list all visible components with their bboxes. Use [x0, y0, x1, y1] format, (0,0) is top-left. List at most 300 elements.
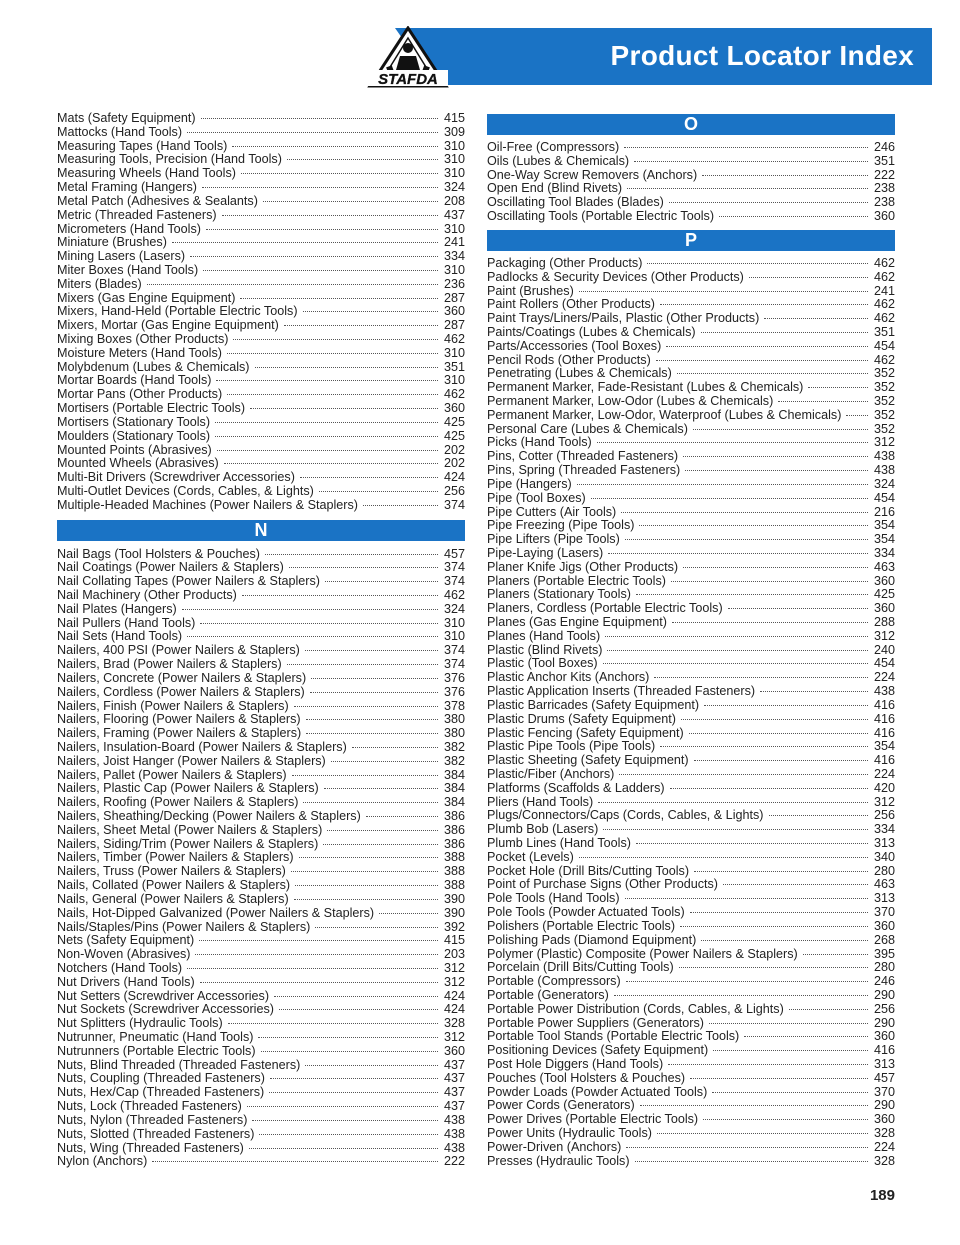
dot-leader: [305, 1065, 438, 1066]
entry-page-number: 416: [873, 754, 895, 768]
dot-leader: [709, 1023, 868, 1024]
dot-leader: [201, 118, 438, 119]
dot-leader: [672, 622, 868, 623]
index-entry: [57, 236, 465, 250]
index-entry: [487, 796, 895, 810]
entry-term: Pipe Freezing (Pipe Tools): [487, 519, 635, 533]
entry-term: Personal Care (Lubes & Chemicals): [487, 422, 688, 436]
entry-term: Moisture Meters (Hand Tools): [57, 346, 222, 360]
dot-leader: [310, 692, 438, 693]
entry-page-number: 437: [443, 1058, 465, 1072]
entry-page-number: 457: [873, 1071, 895, 1085]
index-entry: [57, 416, 465, 430]
entry-page-number: 360: [443, 1044, 465, 1058]
entry-page-number: 334: [873, 546, 895, 560]
dot-leader: [626, 1147, 868, 1148]
entry-page-number: 202: [443, 443, 465, 457]
entry-term: Nailers, Roofing (Power Nailers & Staplers): [57, 796, 299, 810]
entry-page-number: 246: [873, 975, 895, 989]
dot-leader: [263, 201, 438, 202]
index-entry: [57, 838, 465, 852]
entry-page-number: 437: [443, 1086, 465, 1100]
index-entry: [487, 423, 895, 437]
entry-term: Plastic Anchor Kits (Anchors): [487, 671, 650, 685]
index-entry: [57, 741, 465, 755]
dot-leader: [240, 298, 438, 299]
dot-leader: [690, 912, 868, 913]
entry-page-number: 351: [443, 360, 465, 374]
index-entry: [57, 430, 465, 444]
entry-page-number: 378: [443, 699, 465, 713]
index-entry: [487, 920, 895, 934]
dot-leader: [327, 830, 438, 831]
index-entry: [57, 333, 465, 347]
dot-leader: [232, 146, 438, 147]
entry-page-number: 290: [873, 1099, 895, 1113]
entry-term: Nailers, 400 PSI (Power Nailers & Staplers): [57, 644, 300, 658]
entry-term: Power Cords (Generators): [487, 1099, 635, 1113]
dot-leader: [690, 1078, 868, 1079]
index-entry: [487, 754, 895, 768]
dot-leader: [621, 512, 868, 513]
dot-leader: [152, 1161, 438, 1162]
index-entry: [57, 1017, 465, 1031]
entry-page-number: 288: [873, 616, 895, 629]
entry-page-number: 340: [873, 850, 895, 864]
index-entry: [487, 478, 895, 492]
entry-page-number: 386: [443, 810, 465, 823]
dot-leader: [681, 719, 868, 720]
entry-term: Portable Power Suppliers (Generators): [487, 1016, 704, 1030]
entry-term: Nail Collating Tapes (Power Nailers & Staplers): [57, 575, 320, 589]
dot-leader: [749, 277, 868, 278]
entry-page-number: 438: [443, 1127, 465, 1141]
entry-page-number: 324: [443, 602, 465, 616]
index-entry: [57, 879, 465, 893]
entry-term: Pipe (Tool Boxes): [487, 491, 586, 505]
dot-leader: [693, 429, 868, 430]
entry-page-number: 376: [443, 685, 465, 699]
dot-leader: [679, 967, 868, 968]
index-entry: [57, 209, 465, 223]
entry-page-number: 309: [443, 125, 465, 139]
dot-leader: [803, 954, 868, 955]
entry-term: Permanent Marker, Low-Odor, Waterproof (Lubes & Chemicals): [487, 408, 842, 422]
entry-page-number: 352: [873, 367, 895, 381]
index-entry: [487, 616, 895, 630]
dot-leader: [325, 581, 438, 582]
dot-leader: [306, 733, 438, 734]
index-entry: [487, 878, 895, 892]
index-entry: [57, 851, 465, 865]
entry-term: Nailers, Insulation-Board (Power Nailers & Staplers): [57, 740, 347, 754]
index-entry: [57, 1072, 465, 1086]
entry-page-number: 280: [873, 961, 895, 975]
index-entry: [57, 1045, 465, 1059]
page-title: Product Locator Index: [610, 40, 914, 71]
dot-leader: [331, 761, 438, 762]
dot-leader: [603, 663, 868, 664]
entry-page-number: 328: [873, 1154, 895, 1168]
index-entry: [487, 1141, 895, 1155]
dot-leader: [605, 636, 868, 637]
index-entry: [57, 686, 465, 700]
index-entry: [57, 810, 465, 824]
entry-term: Planer Knife Jigs (Other Products): [487, 560, 679, 574]
dot-leader: [591, 498, 868, 499]
entry-page-number: 310: [443, 374, 465, 388]
entry-term: Paints/Coatings (Lubes & Chemicals): [487, 325, 696, 339]
entry-page-number: 374: [443, 498, 465, 512]
index-entry: [57, 374, 465, 388]
entry-page-number: 386: [443, 837, 465, 851]
entry-page-number: 310: [443, 222, 465, 236]
index-entry: [487, 809, 895, 823]
dot-leader: [760, 691, 868, 692]
entry-page-number: 360: [873, 602, 895, 616]
index-entry: [487, 381, 895, 395]
entry-page-number: 360: [873, 210, 895, 224]
entry-term: Oil-Free (Compressors): [487, 141, 620, 154]
entry-term: Plastic/Fiber (Anchors): [487, 767, 615, 781]
entry-page-number: 462: [443, 589, 465, 602]
entry-page-number: 425: [873, 588, 895, 602]
entry-page-number: 380: [443, 713, 465, 727]
entry-page-number: 388: [443, 865, 465, 879]
entry-term: Notchers (Hand Tools): [57, 961, 183, 975]
dot-leader: [255, 367, 439, 368]
entry-term: Nail Plates (Hangers): [57, 602, 177, 616]
section-letter-n: N: [57, 520, 465, 541]
entry-page-number: 424: [443, 989, 465, 1003]
dot-leader: [241, 173, 438, 174]
dot-leader: [222, 215, 438, 216]
entry-term: Nails, Hot-Dipped Galvanized (Power Nailers & Staplers): [57, 906, 375, 920]
entry-page-number: 352: [873, 381, 895, 395]
dot-leader: [187, 968, 438, 969]
index-entry: [487, 989, 895, 1003]
entry-page-number: 352: [873, 422, 895, 436]
entry-term: Portable (Compressors): [487, 975, 621, 989]
dot-leader: [603, 829, 868, 830]
page-number: 189: [869, 1187, 895, 1204]
index-entry: [487, 1030, 895, 1044]
entry-page-number: 256: [873, 809, 895, 823]
dot-leader: [607, 650, 868, 651]
dot-leader: [182, 609, 438, 610]
index-entry: [487, 1127, 895, 1141]
index-entry: [57, 713, 465, 727]
entry-term: Nut Splitters (Hydraulic Tools): [57, 1017, 223, 1031]
index-entry: [57, 976, 465, 990]
entry-term: Pipe (Hangers): [487, 477, 572, 491]
entry-page-number: 437: [443, 1072, 465, 1086]
dot-leader: [258, 1037, 438, 1038]
dot-leader: [636, 843, 868, 844]
entry-term: Packaging (Other Products): [487, 256, 643, 270]
dot-leader: [303, 802, 438, 803]
dot-leader: [846, 415, 868, 416]
entry-page-number: 313: [873, 892, 895, 906]
dot-leader: [284, 325, 438, 326]
index-entry: [487, 588, 895, 602]
entry-term: Nylon (Anchors): [57, 1155, 148, 1169]
index-entry: [57, 167, 465, 181]
dot-leader: [579, 857, 868, 858]
dot-leader: [668, 1064, 868, 1065]
entry-term: Nailers, Concrete (Power Nailers & Staplers): [57, 671, 307, 685]
dot-leader: [712, 1092, 868, 1093]
entry-page-number: 287: [443, 291, 465, 305]
entry-page-number: 202: [443, 457, 465, 471]
entry-page-number: 313: [873, 1058, 895, 1071]
dot-leader: [227, 394, 438, 395]
entry-term: Molybdenum (Lubes & Chemicals): [57, 360, 250, 374]
index-entry: [57, 921, 465, 935]
dot-leader: [778, 401, 868, 402]
index-entry: [57, 223, 465, 237]
dot-leader: [640, 1105, 868, 1106]
index-entry: [57, 471, 465, 485]
entry-page-number: 454: [873, 657, 895, 671]
entry-term: Mortisers (Stationary Tools): [57, 415, 211, 429]
dot-leader: [764, 318, 868, 319]
entry-page-number: 310: [443, 630, 465, 644]
entry-page-number: 312: [443, 1031, 465, 1044]
dot-leader: [689, 733, 868, 734]
dot-leader: [269, 1092, 438, 1093]
entry-page-number: 424: [443, 1003, 465, 1017]
entry-term: Nutrunners (Portable Electric Tools): [57, 1044, 256, 1058]
entry-term: Presses (Hydraulic Tools): [487, 1154, 630, 1168]
entry-page-number: 374: [443, 658, 465, 672]
p-entries: [487, 257, 895, 1169]
dot-leader: [744, 1036, 868, 1037]
dot-leader: [671, 581, 868, 582]
index-entry: [57, 126, 465, 140]
entry-page-number: 425: [443, 415, 465, 429]
dot-leader: [294, 706, 438, 707]
entry-page-number: 390: [443, 906, 465, 920]
dot-leader: [579, 291, 868, 292]
index-entry: [57, 319, 465, 333]
entry-term: Multiple-Headed Machines (Power Nailers & Staplers): [57, 498, 358, 512]
entry-page-number: 360: [873, 919, 895, 933]
entry-term: Mixing Boxes (Other Products): [57, 333, 229, 346]
index-entry: [487, 948, 895, 962]
entry-term: Oils (Lubes & Chemicals): [487, 154, 630, 168]
entry-page-number: 334: [873, 823, 895, 837]
entry-page-number: 324: [873, 477, 895, 491]
entry-page-number: 256: [873, 1002, 895, 1016]
entry-page-number: 382: [443, 754, 465, 768]
entry-page-number: 268: [873, 933, 895, 947]
index-entry: [487, 644, 895, 658]
entry-term: Paint Rollers (Other Products): [487, 298, 655, 312]
dot-leader: [202, 187, 438, 188]
entry-page-number: 313: [873, 837, 895, 850]
dot-leader: [295, 885, 438, 886]
dot-leader: [217, 450, 438, 451]
index-column-right: [487, 112, 895, 1169]
index-entry: [487, 782, 895, 796]
index-entry: [57, 824, 465, 838]
entry-term: Power Drives (Portable Electric Tools): [487, 1113, 699, 1127]
index-entry: [57, 658, 465, 672]
entry-page-number: 203: [443, 948, 465, 962]
entry-term: Mats (Safety Equipment): [57, 112, 196, 125]
entry-term: Plastic Application Inserts (Threaded Fasteners): [487, 685, 756, 699]
entry-term: Multi-Outlet Devices (Cords, Cables, & Lights): [57, 484, 314, 498]
index-entry: [487, 1155, 895, 1169]
dot-leader: [227, 353, 438, 354]
entry-page-number: 380: [443, 727, 465, 741]
entry-page-number: 462: [443, 333, 465, 346]
entry-page-number: 370: [873, 906, 895, 920]
dot-leader: [656, 360, 868, 361]
index-entry: [487, 354, 895, 368]
index-entry: [487, 547, 895, 561]
entry-term: Pencil Rods (Other Products): [487, 353, 651, 367]
entry-page-number: 236: [443, 277, 465, 291]
entry-page-number: 352: [873, 408, 895, 422]
dot-leader: [199, 940, 438, 941]
dot-leader: [187, 132, 438, 133]
entry-term: Plumb Lines (Hand Tools): [487, 837, 631, 850]
entry-term: Pipe Lifters (Pipe Tools): [487, 533, 620, 547]
entry-term: Nuts, Slotted (Threaded Fasteners): [57, 1127, 255, 1141]
entry-term: Plumb Bob (Lasers): [487, 823, 599, 837]
index-entry: [487, 1113, 895, 1127]
entry-page-number: 462: [873, 256, 895, 270]
dot-leader: [660, 746, 868, 747]
entry-term: Plastic Fencing (Safety Equipment): [487, 726, 684, 740]
entry-term: Pole Tools (Hand Tools): [487, 892, 620, 906]
dot-leader: [187, 636, 438, 637]
index-entry: [487, 727, 895, 741]
index-entry: [487, 285, 895, 299]
entry-page-number: 354: [873, 533, 895, 547]
entry-term: Metal Framing (Hangers): [57, 181, 197, 195]
entry-term: Nuts, Wing (Threaded Fasteners): [57, 1141, 244, 1155]
index-entry: [57, 153, 465, 167]
dot-leader: [315, 927, 438, 928]
entry-page-number: 310: [443, 139, 465, 153]
dot-leader: [660, 304, 868, 305]
dot-leader: [250, 408, 438, 409]
dot-leader: [324, 788, 438, 789]
entry-term: Mixers, Mortar (Gas Engine Equipment): [57, 319, 279, 333]
entry-term: Oscillating Tool Blades (Blades): [487, 196, 664, 210]
index-entry: [57, 361, 465, 375]
dot-leader: [789, 1009, 868, 1010]
entry-term: Metric (Threaded Fasteners): [57, 208, 217, 222]
entry-term: Nails/Staples/Pins (Power Nailers & Staplers): [57, 920, 311, 934]
dot-leader: [242, 595, 438, 596]
dot-leader: [683, 567, 868, 568]
index-entry: [57, 1003, 465, 1017]
entry-page-number: 312: [873, 629, 895, 643]
dot-leader: [608, 553, 868, 554]
dot-leader: [265, 554, 438, 555]
entry-term: Pocket (Levels): [487, 850, 574, 864]
n-entries: [57, 548, 465, 1170]
index-entry: [57, 347, 465, 361]
entry-term: Nailers, Flooring (Power Nailers & Staplers): [57, 713, 301, 727]
index-entry: [487, 1058, 895, 1072]
index-entry: [487, 210, 895, 224]
entry-page-number: 454: [873, 339, 895, 353]
entry-page-number: 374: [443, 575, 465, 589]
index-entry: [57, 1155, 465, 1169]
index-entry: [57, 769, 465, 783]
index-entry: [57, 796, 465, 810]
entry-term: Plastic Pipe Tools (Pipe Tools): [487, 740, 656, 754]
index-entry: [487, 436, 895, 450]
index-entry: [487, 519, 895, 533]
entry-term: Nail Machinery (Other Products): [57, 589, 237, 602]
index-entry: [57, 181, 465, 195]
index-entry: [487, 630, 895, 644]
index-entry: [57, 990, 465, 1004]
entry-term: Metal Patch (Adhesives & Sealants): [57, 194, 258, 208]
dot-leader: [215, 436, 438, 437]
index-entry: [57, 907, 465, 921]
index-entry: [57, 292, 465, 306]
entry-page-number: 351: [873, 325, 895, 339]
index-entry: [487, 141, 895, 155]
entry-term: Penetrating (Lubes & Chemicals): [487, 367, 672, 381]
entry-page-number: 360: [873, 1113, 895, 1127]
dot-leader: [147, 284, 438, 285]
index-entry: [487, 182, 895, 196]
entry-page-number: 463: [873, 878, 895, 892]
dot-leader: [635, 1161, 868, 1162]
index-entry: [57, 1086, 465, 1100]
entry-page-number: 328: [873, 1127, 895, 1141]
index-entry: [487, 492, 895, 506]
entry-page-number: 328: [443, 1017, 465, 1031]
entry-page-number: 416: [873, 726, 895, 740]
index-entry: [487, 768, 895, 782]
index-entry: [487, 1086, 895, 1100]
entry-term: Permanent Marker, Fade-Resistant (Lubes & Chemicals): [487, 381, 804, 395]
entry-term: Permanent Marker, Low-Odor (Lubes & Chemicals): [487, 395, 774, 408]
index-entry: [57, 727, 465, 741]
index-entry: [487, 657, 895, 671]
entry-term: Mixers (Gas Engine Equipment): [57, 291, 236, 305]
entry-term: Miniature (Brushes): [57, 236, 167, 250]
entry-page-number: 208: [443, 194, 465, 208]
entry-page-number: 222: [443, 1155, 465, 1169]
entry-page-number: 437: [443, 1100, 465, 1114]
index-entry: [57, 1142, 465, 1156]
dot-leader: [702, 175, 868, 176]
index-entry: [487, 506, 895, 520]
dot-leader: [216, 380, 438, 381]
dot-leader: [294, 899, 438, 900]
entry-term: Pouches (Tool Holsters & Pouches): [487, 1071, 686, 1085]
stafda-logo: [366, 26, 450, 88]
dot-leader: [701, 332, 868, 333]
entry-page-number: 462: [443, 388, 465, 402]
entry-term: Nuts, Hex/Cap (Threaded Fasteners): [57, 1086, 265, 1100]
dot-leader: [190, 256, 438, 257]
entry-page-number: 310: [443, 263, 465, 277]
entry-term: Nailers, Truss (Power Nailers & Staplers): [57, 865, 286, 879]
entry-term: Plastic Sheeting (Safety Equipment): [487, 754, 689, 768]
entry-page-number: 312: [873, 436, 895, 450]
